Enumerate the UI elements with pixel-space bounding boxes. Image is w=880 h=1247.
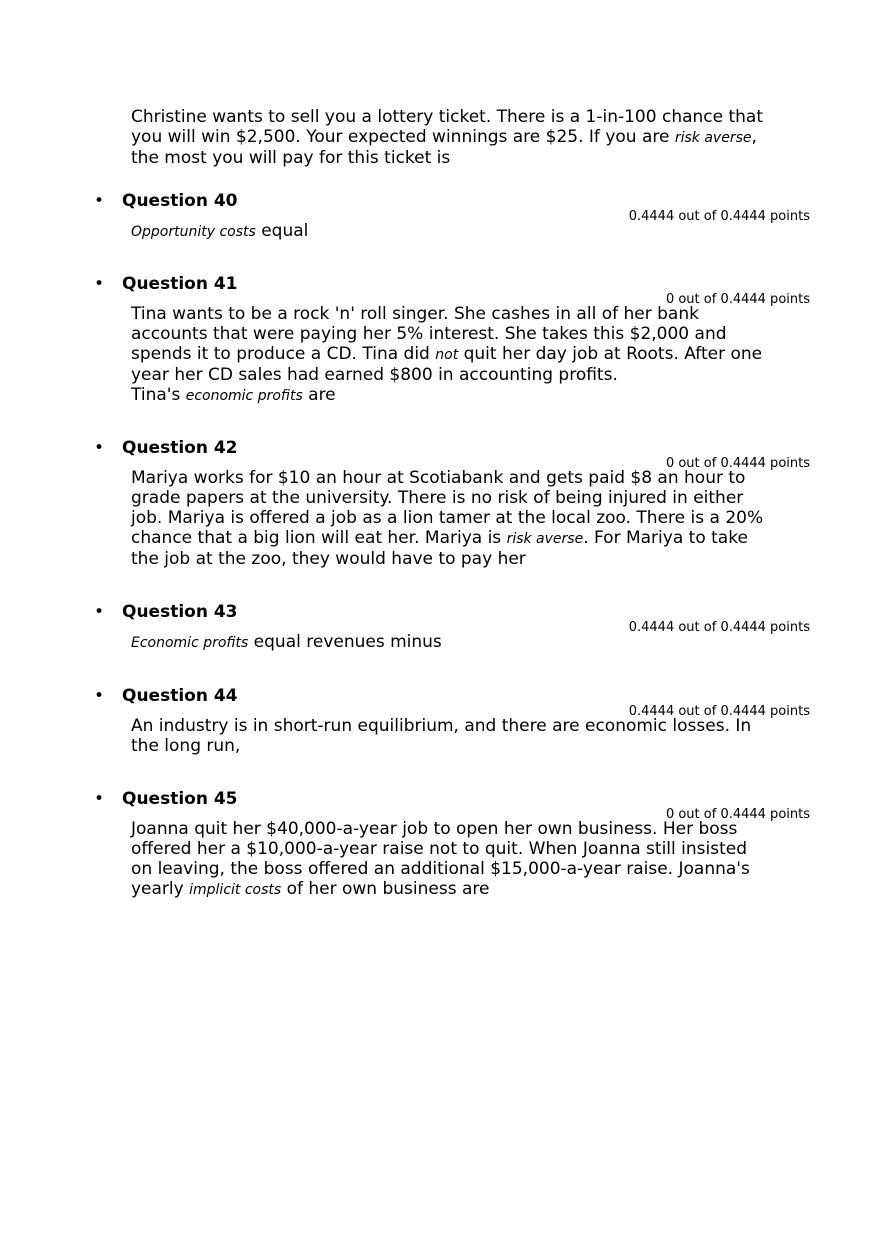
bullet-icon: • [94,602,105,622]
italic-term: not [435,347,459,363]
italic-term: risk averse [674,130,752,146]
question-text-part: Mariya works for $10 an hour at Scotiabank and gets paid $8 an hour to grade papers at the university. There is no risk of being injured in either job. Mariya is offered a job as a lion tamer at the local zoo. There is a 20% chance that a big lion will eat her. Mariya is [131,468,764,548]
question-text-part: of her own business are [281,879,490,899]
question-text-part: equal [255,221,309,241]
question-score: 0 out of 0.4444 points [665,456,810,471]
question-score: 0 out of 0.4444 points [665,292,810,307]
question-title: Question 40 [122,191,238,211]
question-text-part: quit her day job at Roots. After one year her CD sales had earned $800 in accounting profits. [131,344,763,385]
italic-term: risk averse [506,531,584,547]
question-text [131,221,771,242]
italic-term: Economic profits [131,635,249,651]
bullet-icon: • [94,274,105,294]
question-text-part: . For Mariya to take the job at the zoo, they would have to pay her [131,528,748,569]
question-heading [94,602,238,622]
question-text: Christine wants to sell you a lottery ticket. There is a 1-in-100 chance that you will win $2,500. Your expected winnings are $25. If you are [131,107,764,147]
question-39-text [131,107,771,168]
question-heading [94,274,238,294]
question-title: Question 44 [122,686,238,706]
bullet-icon: • [94,686,105,706]
question-text-part: Tina's [131,385,186,405]
question-text [131,468,771,569]
bullet-icon: • [94,789,105,809]
question-heading [94,686,238,706]
question-text [131,632,771,653]
question-text [131,819,771,900]
question-text-part: are [302,385,336,405]
question-text: , the most you will pay for this ticket is [131,127,757,168]
question-score: 0 out of 0.4444 points [665,807,810,822]
question-score: 0.4444 out of 0.4444 points [628,209,810,224]
question-title: Question 45 [122,789,238,809]
italic-term: implicit costs [189,882,282,898]
italic-term: economic profits [185,388,303,404]
question-score: 0.4444 out of 0.4444 points [628,704,810,719]
question-heading [94,438,238,458]
question-text-part: equal revenues minus [248,632,442,652]
italic-term: Opportunity costs [131,224,256,240]
question-text [131,716,771,756]
question-text-part: Tina wants to be a rock 'n' roll singer. She cashes in all of her bank accounts that were paying her 5% interest. She takes this $2,000 and spends it to produce a CD. Tina did [131,304,727,364]
bullet-icon: • [94,438,105,458]
question-heading [94,191,238,211]
question-title: Question 43 [122,602,238,622]
question-text [131,304,771,406]
question-title: Question 41 [122,274,238,294]
question-text-part: Joanna quit her $40,000-a-year job to open her own business. Her boss offered her a $10,000-a-year raise not to quit. When Joanna still insisted on leaving, the boss offered an additional $15,000-a-year raise. Joanna's yearly [131,819,750,899]
question-title: Question 42 [122,438,238,458]
question-heading [94,789,238,809]
question-text-part: An industry is in short-run equilibrium, and there are economic losses. In the long run, [131,716,752,756]
bullet-icon: • [94,191,105,211]
question-score: 0.4444 out of 0.4444 points [628,620,810,635]
